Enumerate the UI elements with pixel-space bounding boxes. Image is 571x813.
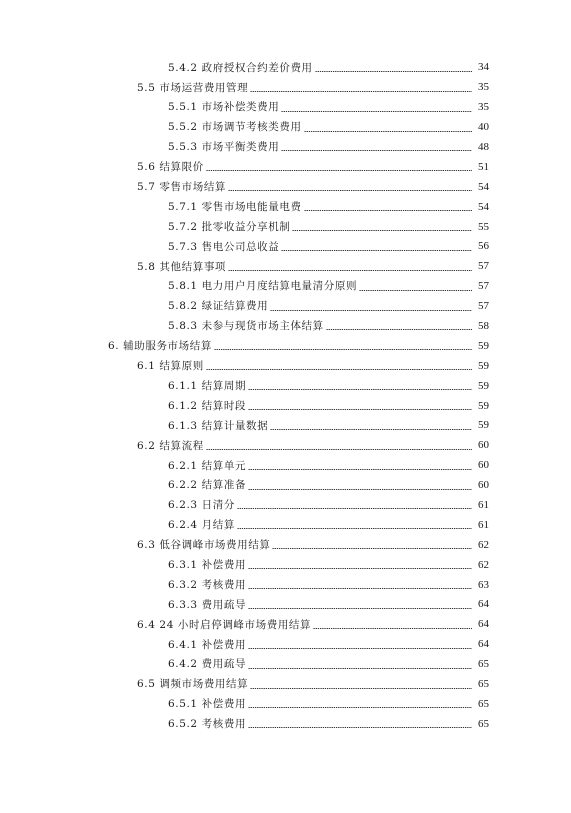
dot-leader [313,628,472,629]
toc-entry[interactable] [0,78,571,98]
toc-entry-page-number: 54 [478,200,489,213]
dot-leader [272,548,472,549]
toc-entry-title: 6.2 结算流程 [137,439,204,452]
toc-entry-title: 5.5 市场运营费用管理 [137,81,249,94]
dot-leader [248,568,472,569]
toc-entry[interactable] [0,157,571,177]
toc-entry-title: 6.1.2 结算时段 [168,399,247,412]
toc-entry-page-number: 56 [478,240,489,253]
toc-entry[interactable] [0,177,571,197]
dot-leader [248,469,472,470]
toc-entry[interactable] [0,436,571,456]
toc-entry[interactable] [0,376,571,396]
toc-entry-page-number: 54 [478,180,489,193]
dot-leader [206,449,472,450]
dot-leader [270,429,472,430]
toc-entry-page-number: 64 [478,638,489,651]
toc-entry[interactable] [0,714,571,734]
toc-entry-page-number: 59 [478,339,489,352]
toc-entry[interactable] [0,356,571,376]
dot-leader [292,230,472,231]
toc-entry-page-number: 62 [478,558,489,571]
toc-entry-title: 5.8.2 绿证结算费用 [168,300,269,313]
toc-entry-page-number: 62 [478,538,489,551]
toc-entry-page-number: 59 [478,379,489,392]
toc-entry[interactable] [0,555,571,575]
dot-leader [359,290,472,291]
toc-entry-page-number: 65 [478,717,489,730]
toc-entry[interactable] [0,575,571,595]
toc-entry-title: 5.4.2 政府授权合约差价费用 [168,61,313,74]
toc-entry[interactable] [0,217,571,237]
toc-entry-title: 6.3.3 费用疏导 [168,598,247,611]
toc-entry[interactable] [0,277,571,297]
toc-entry-page-number: 57 [478,300,489,313]
toc-entry-title: 6.5.2 考核费用 [168,718,247,731]
toc-entry-page-number: 34 [478,61,489,74]
toc-entry[interactable] [0,456,571,476]
toc-entry-title: 6. 辅助服务市场结算 [108,340,212,353]
toc-entry-title: 5.7.1 零售市场电能量电费 [168,200,302,213]
toc-entry-title: 6.3 低谷调峰市场费用结算 [137,539,271,552]
toc-entry-page-number: 60 [478,439,489,452]
toc-entry-title: 6.1.3 结算计量数据 [168,419,269,432]
toc-entry[interactable] [0,396,571,416]
toc-entry-title: 6.3.2 考核费用 [168,578,247,591]
dot-leader [250,688,472,689]
toc-entry-page-number: 59 [478,359,489,372]
table-of-contents [0,58,571,734]
toc-entry[interactable] [0,138,571,158]
toc-entry-page-number: 40 [478,121,489,134]
dot-leader [248,648,472,649]
dot-leader [248,727,472,728]
dot-leader [248,389,472,390]
dot-leader [281,250,472,251]
toc-entry-page-number: 59 [478,419,489,432]
toc-entry[interactable] [0,416,571,436]
toc-entry-title: 5.8 其他结算事项 [137,260,227,273]
dot-leader [315,71,472,72]
toc-entry-page-number: 57 [478,260,489,273]
toc-entry-title: 6.3.1 补偿费用 [168,558,247,571]
toc-entry[interactable] [0,197,571,217]
dot-leader [281,150,472,151]
toc-entry[interactable] [0,675,571,695]
dot-leader [228,270,472,271]
dot-leader [237,528,472,529]
toc-entry-title: 6.1 结算原则 [137,360,204,373]
dot-leader [304,131,472,132]
toc-entry-page-number: 59 [478,399,489,412]
toc-entry-title: 5.5.3 市场平衡类费用 [168,141,280,154]
toc-entry-page-number: 55 [478,220,489,233]
toc-entry-page-number: 60 [478,459,489,472]
toc-entry[interactable] [0,257,571,277]
toc-entry[interactable] [0,476,571,496]
toc-entry[interactable] [0,237,571,257]
toc-entry-title: 5.7.2 批零收益分享机制 [168,220,291,233]
toc-entry[interactable] [0,317,571,337]
toc-entry-page-number: 35 [478,101,489,114]
toc-entry[interactable] [0,595,571,615]
toc-entry[interactable] [0,515,571,535]
toc-entry-title: 6.4.2 费用疏导 [168,658,247,671]
dot-leader [248,588,472,589]
toc-entry-title: 5.5.1 市场补偿类费用 [168,101,280,114]
dot-leader [228,190,472,191]
dot-leader [237,508,472,509]
toc-entry-page-number: 51 [478,160,489,173]
toc-entry-page-number: 35 [478,81,489,94]
dot-leader [250,91,472,92]
dot-leader [270,310,472,311]
toc-entry-title: 5.8.3 未参与现货市场主体结算 [168,320,324,333]
dot-leader [304,210,472,211]
toc-entry-page-number: 65 [478,697,489,710]
toc-entry-page-number: 61 [478,499,489,512]
toc-entry-title: 6.5.1 补偿费用 [168,698,247,711]
dot-leader [326,329,472,330]
toc-entry-title: 6.5 调频市场费用结算 [137,678,249,691]
toc-entry[interactable] [0,297,571,317]
dot-leader [281,111,472,112]
toc-entry[interactable] [0,58,571,78]
dot-leader [248,489,472,490]
toc-entry-title: 6.4 24 小时启停调峰市场费用结算 [137,618,312,631]
toc-entry[interactable] [0,655,571,675]
toc-entry-page-number: 65 [478,658,489,671]
toc-entry-title: 6.2.2 结算准备 [168,479,247,492]
toc-entry-title: 5.7.3 售电公司总收益 [168,240,280,253]
toc-entry-page-number: 60 [478,479,489,492]
toc-entry[interactable] [0,496,571,516]
dot-leader [248,707,472,708]
toc-entry-page-number: 65 [478,678,489,691]
toc-entry-title: 5.6 结算限价 [137,161,204,174]
toc-entry-title: 5.7 零售市场结算 [137,181,227,194]
dot-leader [248,608,472,609]
toc-entry[interactable] [0,98,571,118]
dot-leader [214,349,472,350]
toc-entry-page-number: 58 [478,320,489,333]
dot-leader [248,409,472,410]
toc-entry-page-number: 48 [478,141,489,153]
toc-entry-page-number: 63 [478,578,489,591]
toc-entry-title: 6.2.4 月结算 [168,519,235,532]
toc-entry-page-number: 61 [478,518,489,531]
toc-entry[interactable] [0,615,571,635]
toc-entry[interactable] [0,336,571,356]
toc-entry[interactable] [0,695,571,715]
dot-leader [206,369,472,370]
toc-entry-title: 5.8.1 电力用户月度结算电量清分原则 [168,280,358,293]
toc-entry[interactable] [0,535,571,555]
toc-entry-title: 5.5.2 市场调节考核类费用 [168,121,302,134]
toc-entry-page-number: 57 [478,280,489,293]
dot-leader [248,668,472,669]
dot-leader [206,170,472,171]
toc-entry-title: 6.1.1 结算周期 [168,379,247,392]
toc-entry-page-number: 64 [478,618,489,631]
toc-entry-title: 6.2.3 日清分 [168,499,235,512]
toc-entry-title: 6.4.1 补偿费用 [168,638,247,651]
toc-entry[interactable] [0,118,571,138]
toc-entry-page-number: 64 [478,598,489,611]
toc-entry-title: 6.2.1 结算单元 [168,459,247,472]
toc-entry[interactable] [0,635,571,655]
